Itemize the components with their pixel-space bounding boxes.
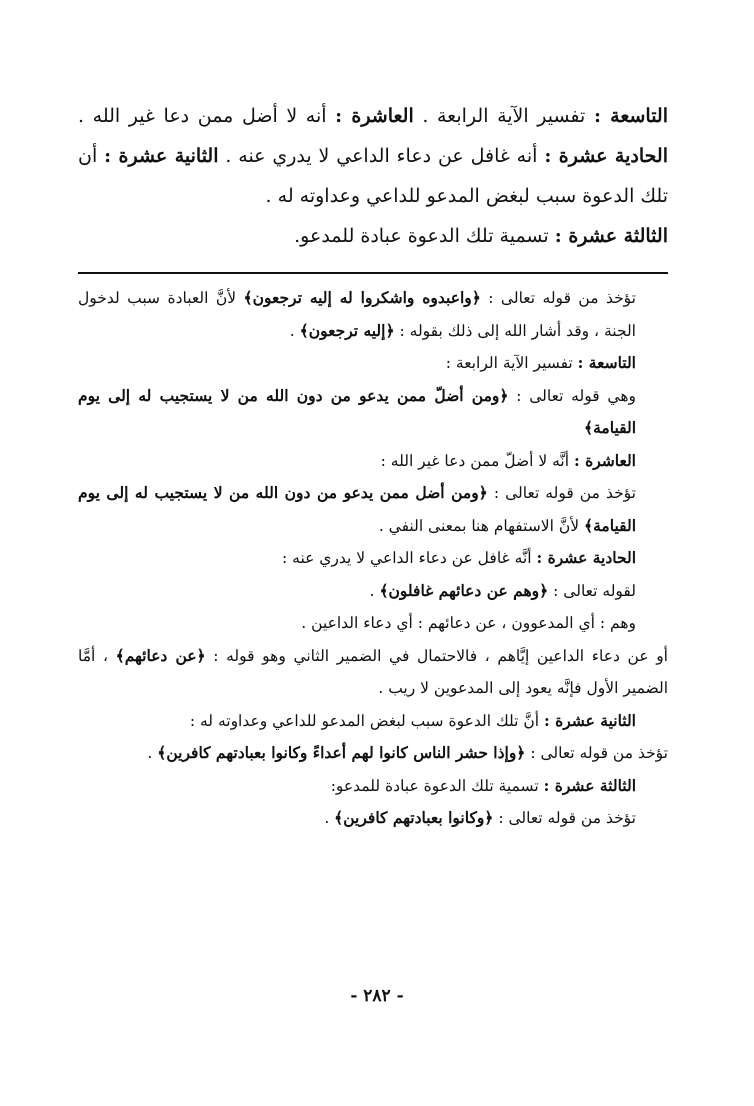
footnote-text: تسمية تلك الدعوة عبادة للمدعو:: [330, 776, 544, 795]
footnote-line: [78, 282, 668, 347]
footnote-line: [78, 640, 668, 705]
quran-quote: ﴿واعبدوه واشكروا له إليه ترجعون﴾: [243, 288, 481, 307]
main-text: [78, 96, 668, 256]
footnote-line: [78, 770, 668, 803]
footnote-line: [78, 705, 668, 738]
quran-quote: ﴿وكانوا بعبادتهم كافرين﴾: [334, 808, 494, 827]
point-11-label: الحادية عشرة :: [544, 145, 668, 167]
footnotes: [78, 282, 668, 835]
footnote-label: الحادية عشرة :: [536, 548, 636, 567]
footnote-text: لأنَّ الاستفهام هنا بمعنى النفي .: [378, 516, 585, 535]
point-10-text: أنه لا أضل ممن دعا غير الله .: [78, 105, 336, 127]
quran-quote: ﴿ومن أضلّ ممن يدعو من دون الله من لا يستجيب له إلى يوم القيامة﴾: [78, 385, 636, 437]
page: [78, 96, 668, 1106]
footnote-label: العاشرة :: [573, 450, 636, 470]
footnote-text: أنَّ تلك الدعوة سبب لبغض المدعو للداعي وعداوته له :: [189, 711, 544, 730]
footnote-text: .: [147, 744, 158, 762]
main-paragraph-last: [78, 216, 668, 256]
quran-quote: ﴿إليه ترجعون﴾: [299, 320, 395, 340]
point-13-label: الثالثة عشرة :: [554, 225, 668, 247]
footnote-text: ، أمَّا الضمير الأول فإنَّه يعود إلى المدعوين لا ريب .: [78, 646, 668, 697]
footnote-text: لأنَّ العبادة سبب لدخول الجنة ، وقد أشار الله إلى ذلك بقوله :: [78, 289, 636, 340]
footnote-text: أو عن دعاء الداعين إيَّاهم ، فالاحتمال في الضمير الثاني وهو قوله :: [205, 646, 668, 665]
footnote-text: .: [289, 321, 300, 340]
footnote-line: [78, 380, 668, 445]
quran-quote: ﴿وهم عن دعائهم غافلون﴾: [379, 580, 549, 600]
footnote-divider: [78, 272, 668, 274]
point-9-text: تفسير الآية الرابعة .: [413, 105, 594, 127]
footnote-text: وهي قوله تعالى :: [508, 386, 636, 405]
footnote-label: الثالثة عشرة :: [543, 775, 636, 795]
quran-quote: ﴿عن دعائهم﴾: [115, 645, 206, 665]
footnote-text: تؤخذ من قوله تعالى :: [487, 484, 636, 502]
footnote-label: التاسعة :: [577, 353, 636, 372]
footnote-line: [78, 477, 668, 542]
footnote-line: [78, 575, 668, 608]
footnote-text: تؤخذ من قوله تعالى :: [493, 809, 636, 827]
footnote-text: أنَّه غافل عن دعاء الداعي لا يدري عنه :: [281, 549, 537, 567]
footnote-text: لقوله تعالى :: [548, 581, 636, 600]
point-13-text: تسمية تلك الدعوة عبادة للمدعو.: [294, 225, 555, 247]
point-9-label: التاسعة :: [593, 105, 668, 127]
point-12-text: أن تلك الدعوة سبب لبغض المدعو للداعي وعداوته له .: [78, 145, 668, 207]
footnote-text: تفسير الآية الرابعة :: [445, 354, 578, 372]
main-paragraph: [78, 96, 668, 216]
footnote-text: وهم : أي المدعوون ، عن دعائهم : أي دعاء الداعين .: [301, 614, 636, 632]
footnote-line: [78, 607, 668, 640]
footnote-line: [78, 802, 668, 835]
point-11-text: أنه غافل عن دعاء الداعي لا يدري عنه .: [218, 145, 545, 167]
footnote-text: تؤخذ من قوله تعالى :: [480, 289, 636, 307]
footnote-label: الثانية عشرة :: [544, 710, 636, 730]
footnote-text: تؤخذ من قوله تعالى :: [525, 744, 668, 762]
quran-quote: ﴿وإذا حشر الناس كانوا لهم أعداءً وكانوا بعبادتهم كافرين﴾: [157, 743, 526, 762]
point-10-label: العاشرة :: [335, 105, 414, 127]
footnote-text: أنَّه لا أضلّ ممن دعا غير الله :: [380, 451, 574, 470]
footnote-line: [78, 542, 668, 575]
quran-quote: ﴿ومن أضل ممن يدعو من دون الله من لا يستجيب له إلى يوم القيامة﴾: [78, 483, 636, 535]
footnote-text: .: [369, 581, 380, 600]
footnote-line: [78, 445, 668, 478]
point-12-label: الثانية عشرة :: [104, 145, 219, 167]
footnote-text: .: [324, 809, 335, 827]
footnote-line: [78, 737, 668, 770]
page-number: - ٢٨٢ -: [350, 986, 404, 1006]
footnote-line: [78, 347, 668, 380]
